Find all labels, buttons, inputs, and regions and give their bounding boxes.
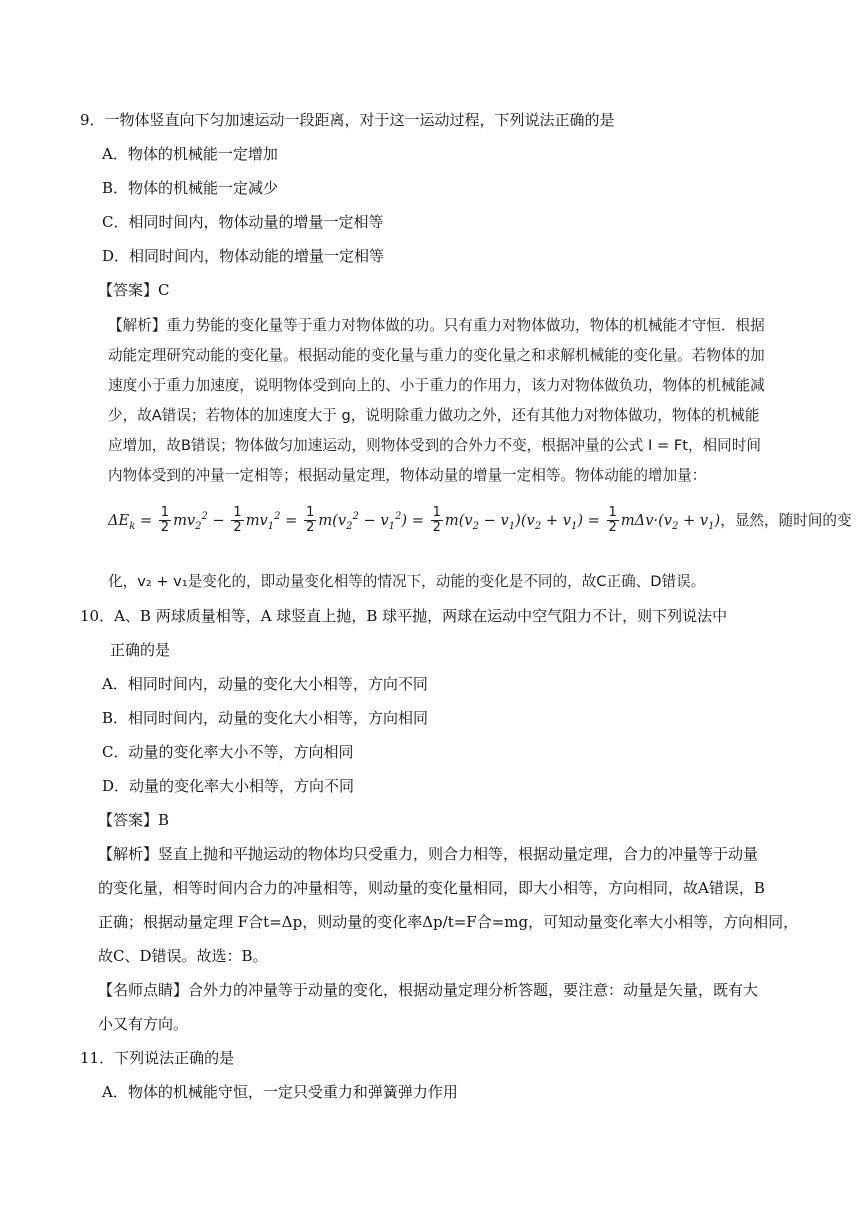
q10-analysis-line-3: 正确；根据动量定理 F合t=Δp，则动量的变化率Δp/t=F合=mg，可知动量变化率大小相等，方向相同， [98,913,799,931]
q9-analysis-line-3: 速度小于重力加速度，说明物体受到向上的、小于重力的作用力，该力对物体做负功，物体的机械能减 [108,377,765,394]
q11-option-a: A．物体的机械能守恒，一定只受重力和弹簧弹力作用 [102,1083,458,1101]
q9-option-b: B．物体的机械能一定减少 [102,179,279,197]
q10-stem-line-1: 10．A、B 两球质量相等，A 球竖直上抛，B 球平抛，两球在运动中空气阻力不计，则下列说法中 [80,607,728,625]
q9-option-c: C．相同时间内，物体动量的增量一定相等 [102,213,384,231]
q9-analysis-line-4: 少，故A错误；若物体的加速度大于 g，说明除重力做功之外，还有其他力对物体做功，物体的机械能 [108,407,760,424]
q9-stem: 9．一物体竖直向下匀加速运动一段距离，对于这一运动过程，下列说法正确的是 [80,111,615,129]
q9-answer: 【答案】C [98,281,170,299]
q11-stem: 11．下列说法正确的是 [80,1049,235,1067]
q10-analysis-line-4: 故C、D错误。故选：B。 [98,947,268,965]
q9-analysis-line-1: 【解析】重力势能的变化量等于重力对物体做的功。只有重力对物体做功，物体的机械能才守恒．根据 [108,317,765,334]
q9-analysis-line-5: 应增加，故B错误；物体做匀加速运动，则物体受到的合外力不变，根据冲量的公式 I = Ft，相同时间 [108,437,761,454]
q10-option-c: C．动量的变化率大小不等，方向相同 [102,743,354,761]
q10-option-a: A．相同时间内，动量的变化大小相等，方向不同 [102,675,428,693]
q9-option-a: A．物体的机械能一定增加 [102,145,278,163]
q9-analysis-line-2: 动能定理研究动能的变化量。根据动能的变化量与重力的变化量之和求解机械能的变化量。若物体的加 [108,347,765,364]
q10-analysis-line-1: 【解析】竖直上抛和平抛运动的物体均只受重力，则合力相等，根据动量定理，合力的冲量等于动量 [98,845,759,863]
q10-answer: 【答案】B [98,811,170,829]
q9-formula-tail: ，显然，随时间的变 [720,511,852,529]
q10-stem-line-2: 正确的是 [110,641,171,659]
q10-option-d: D．动量的变化率大小相等，方向不同 [102,777,355,795]
q9-option-d: D．相同时间内，物体动能的增量一定相等 [102,247,385,265]
q9-analysis-last: 化，v₂ + v₁是变化的，即动量变化相等的情况下，动能的变化是不同的，故C正确、D错误。 [108,573,706,590]
q10-analysis-line-2: 的变化量，相等时间内合力的冲量相等，则动量的变化量相同，即大小相等，方向相同，故A错误，B [98,879,765,897]
q9-analysis-line-6: 内物体受到的冲量一定相等；根据动量定理，物体动量的增量一定相等。物体动能的增加量： [108,467,707,484]
q10-option-b: B．相同时间内，动量的变化大小相等，方向相同 [102,709,429,727]
q10-tip-line-2: 小又有方向。 [98,1015,189,1033]
q9-energy-formula: $\Delta E_k$ = $\frac{1}{2}$ $mv_2^2$ − $\frac{1}{2}$ $mv_1^2$ = $\frac{1}{2}$ $m(v_2^2 - v_1^2)$ = $\frac{1}{2}$ $m(v_2 - v_1)(v_2 + v_1)$ = $\frac{1}{2}$ $m\Delta v\cdot(v_2 + v_1)$，显然，随时间的变 [108,505,852,536]
q10-tip-line-1: 【名师点睛】合外力的冲量等于动量的变化，根据动量定理分析答题，要注意：动量是矢量，既有大 [98,981,759,999]
